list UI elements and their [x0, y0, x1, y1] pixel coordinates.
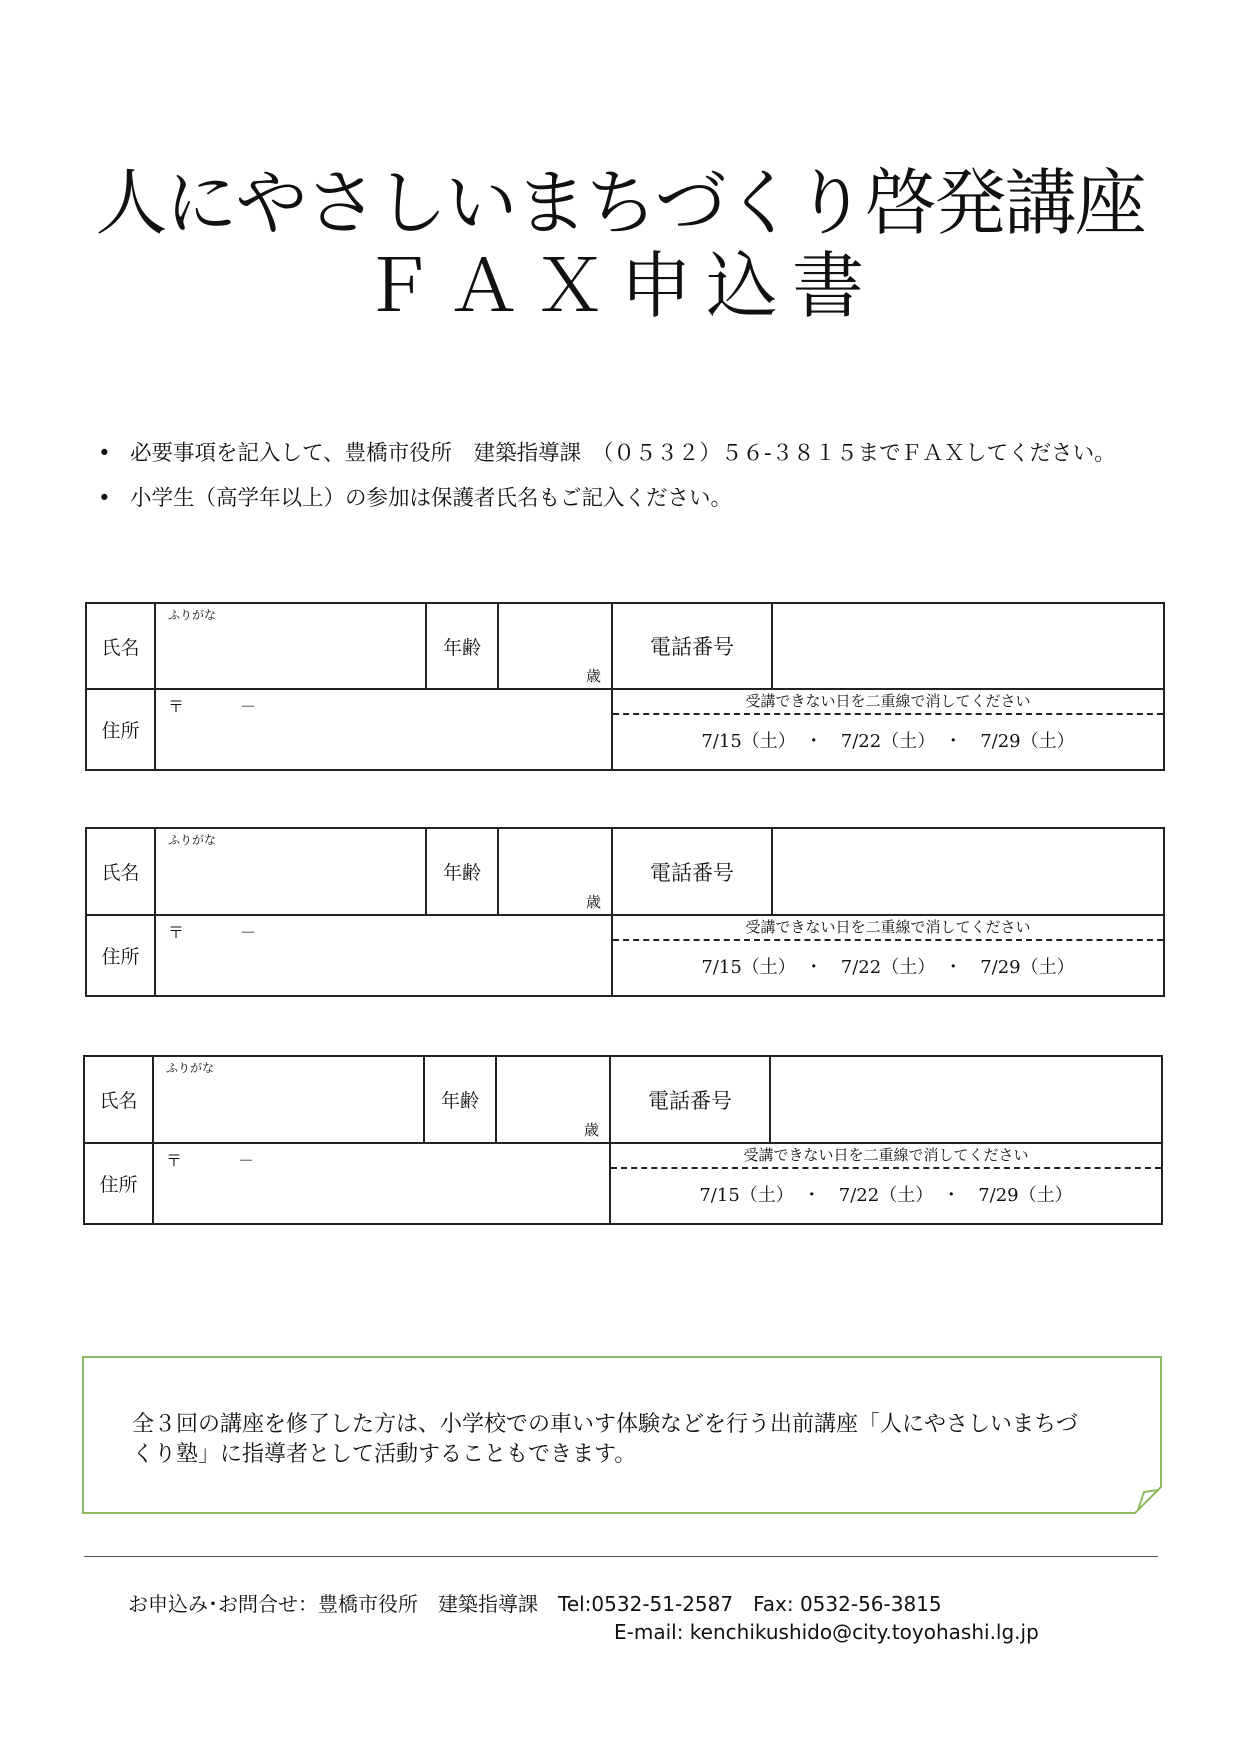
phone-field[interactable]	[772, 603, 1164, 689]
age-unit: 歳	[585, 893, 601, 911]
phone-field[interactable]	[772, 828, 1164, 915]
application-form-3	[83, 1055, 1163, 1225]
name-field[interactable]	[155, 828, 426, 915]
name-label: 氏名	[84, 1056, 153, 1143]
page-subtitle: ＦＡＸ申込書	[361, 244, 878, 328]
age-field[interactable]	[498, 603, 612, 689]
postal-dash: －	[240, 697, 257, 716]
age-label: 年齢	[424, 1056, 496, 1143]
footer-divider	[84, 1556, 1158, 1557]
contact-info: お申込み･お問合せ：豊橋市役所 建築指導課 Tel:0532-51-2587 Fax: 0532-56-3815	[128, 1592, 942, 1616]
page-curl-icon	[1134, 1486, 1162, 1514]
instruction-text: 必要事項を記入して、豊橋市役所 建築指導課 （０５３２）５６-３８１５までＦＡＸしてください。	[130, 441, 1116, 466]
date-selection	[610, 1143, 1162, 1224]
postal-dash: －	[240, 923, 257, 942]
age-field[interactable]	[496, 1056, 610, 1143]
info-note-text: 全３回の講座を修了した方は、小学校での車いす体験などを行う出前講座「人にやさしいまちづくり塾」に指導者として活動することもできます。	[132, 1412, 1078, 1467]
furigana-label: ふりがな	[168, 608, 217, 622]
postal-dash: －	[238, 1151, 255, 1170]
name-field[interactable]	[153, 1056, 424, 1143]
course-dates[interactable]: 7/15（土） ・ 7/22（土） ・ 7/29（土）	[701, 731, 1075, 752]
name-label: 氏名	[86, 828, 155, 915]
furigana-label: ふりがな	[166, 1061, 215, 1075]
date-selection	[612, 915, 1164, 996]
age-unit: 歳	[583, 1121, 599, 1139]
course-dates[interactable]: 7/15（土） ・ 7/22（土） ・ 7/29（土）	[701, 957, 1075, 978]
phone-label: 電話番号	[610, 1056, 770, 1143]
furigana-label: ふりがな	[168, 833, 217, 847]
address-label: 住所	[86, 915, 155, 996]
age-unit: 歳	[585, 667, 601, 685]
date-selection	[612, 689, 1164, 770]
instruction-item	[98, 485, 1148, 512]
contact-email: E-mail: kenchikushido@city.toyohashi.lg.jp	[614, 1620, 1039, 1644]
bullet-icon: •	[98, 486, 111, 511]
instruction-item	[98, 440, 1148, 467]
unavailable-note: 受講できない日を二重線で消してください	[613, 690, 1163, 715]
age-label: 年齢	[426, 603, 498, 689]
course-dates[interactable]: 7/15（土） ・ 7/22（土） ・ 7/29（土）	[699, 1185, 1073, 1206]
age-field[interactable]	[498, 828, 612, 915]
address-field[interactable]	[155, 689, 612, 770]
address-field[interactable]	[153, 1143, 610, 1224]
instruction-text: 小学生（高学年以上）の参加は保護者氏名もご記入ください。	[130, 486, 733, 511]
postal-mark: 〒	[166, 1151, 183, 1170]
name-label: 氏名	[86, 603, 155, 689]
address-field[interactable]	[155, 915, 612, 996]
phone-field[interactable]	[770, 1056, 1162, 1143]
page-title: 人にやさしいまちづくり啓発講座	[95, 161, 1145, 245]
info-note-box	[82, 1356, 1162, 1514]
bullet-icon: •	[98, 441, 111, 466]
unavailable-note: 受講できない日を二重線で消してください	[613, 916, 1163, 941]
application-form-1	[85, 602, 1165, 771]
postal-mark: 〒	[168, 697, 185, 716]
phone-label: 電話番号	[612, 603, 772, 689]
phone-label: 電話番号	[612, 828, 772, 915]
address-label: 住所	[86, 689, 155, 770]
application-form-2	[85, 827, 1165, 997]
instruction-list	[98, 440, 1148, 530]
age-label: 年齢	[426, 828, 498, 915]
unavailable-note: 受講できない日を二重線で消してください	[611, 1144, 1161, 1169]
postal-mark: 〒	[168, 923, 185, 942]
name-field[interactable]	[155, 603, 426, 689]
address-label: 住所	[84, 1143, 153, 1224]
